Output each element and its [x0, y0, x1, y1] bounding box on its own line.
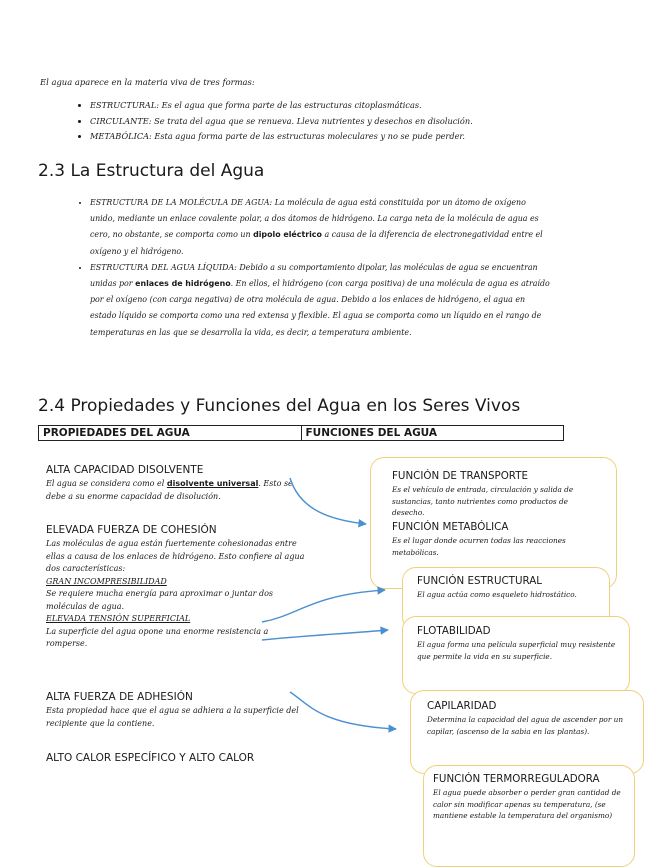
function-metabolic: FUNCIÓN METABÓLICA Es el lugar donde ocurren todas las reacciones metabólicas. [392, 521, 566, 557]
property-adhesion: ALTA FUERZA DE ADHESIÓN Esta propiedad hace que el agua se adhiera a la superficie del recipiente que la contiene. [46, 691, 308, 730]
arrow-incompressibility-to-structural [262, 590, 385, 622]
list-item: • ESTRUCTURAL: Es el agua que forma parte de las estructuras citoplasmáticas. [90, 98, 610, 114]
function-buoyancy: FLOTABILIDAD El agua forma una película superficial muy resistente que permite la vida en su superficie. [417, 625, 616, 661]
bold-term: dipolo eléctrico [253, 230, 322, 240]
property-title: ELEVADA FUERZA DE COHESIÓN [46, 524, 217, 536]
property-cohesion: ELEVADA FUERZA DE COHESIÓN Las moléculas de agua están fuertemente cohesionadas entre ellas a causa de los enlaces de hidrógeno. Esto confiere al agua dos características: GRAN INCOMPRESIBILIDAD Se requiere mucha energía para aproximar o juntar dos moléculas de agua. ELEVADA TENSIÓN SUPERFICIAL La superficie del agua opone una enorme resistencia a romperse. [46, 524, 308, 651]
column-header-functions: FUNCIONES DEL AGUA [301, 426, 564, 441]
function-capillarity: CAPILARIDAD Determina la capacidad del agua de ascender por un capilar, (ascenso de la sabia en las plantas). [427, 700, 624, 736]
sub-heading: GRAN INCOMPRESIBILIDAD [46, 576, 167, 586]
list-item: • ESTRUCTURA DE LA MOLÉCULA DE AGUA: La molécula de agua está constituida por un átomo de oxígeno unido, mediante un enlace covalente polar, a dos átomos de hidrógeno. La carga neta de la molécula de agua es cero, no obstante, se comporta como un dipolo eléctrico a causa de la diferencia de electronegatividad entre el oxígeno y el hidrógeno. [90, 195, 550, 260]
arrow-solvent-to-transport [290, 478, 366, 524]
arrow-tension-to-buoyancy [262, 630, 388, 640]
bold-term: disolvente universal [166, 479, 259, 488]
list-item: • ESTRUCTURA DEL AGUA LÍQUIDA: Debido a su comportamiento dipolar, las moléculas de agua se encuentran unidas por enlaces de hidrógeno. En ellos, el hidrógeno (con carga positiva) de una molécula de agua es atraído por el oxígeno (con carga negativa) de otra molécula de agua. Debido a los enlaces de hidrógeno, el agua en estado líquido se comporta como una red extensa y flexible. El agua se comporta como un líquido en el rango de temperaturas en las que se desarrolla la vida, es decir, a temperatura ambiente. [90, 260, 550, 341]
property-solvent: ALTA CAPACIDAD DISOLVENTE El agua se considera como el disolvente universal. Esto se debe a su enorme capacidad de disolución. [46, 464, 308, 503]
section-heading-2-4: 2.4 Propiedades y Funciones del Agua en los Seres Vivos [38, 396, 521, 416]
sub-heading: ELEVADA TENSIÓN SUPERFICIAL [46, 614, 191, 623]
function-thermoregulation: FUNCIÓN TERMORREGULADORA El agua puede absorber o perder gran cantidad de calor sin modificar apenas su temperatura, (se mantiene estable la temperatura del organismo) [433, 773, 621, 820]
property-title: ALTO CALOR ESPECÍFICO Y ALTO CALOR [46, 752, 255, 764]
list-item: • METABÓLICA: Esta agua forma parte de las estructuras moleculares y no se pude perder. [90, 129, 610, 145]
intro-text: El agua aparece en la materia viva de tres formas: [40, 77, 255, 87]
property-title: ALTA FUERZA DE ADHESIÓN [46, 691, 193, 703]
list-item: • CIRCULANTE: Se trata del agua que se renueva. Lleva nutrientes y desechos en disolución. [90, 114, 610, 130]
function-transport: FUNCIÓN DE TRANSPORTE Es el vehículo de entrada, circulación y salida de sustancias, tanto nutrientes como productos de desecho. [392, 470, 574, 517]
property-title: ALTA CAPACIDAD DISOLVENTE [46, 464, 204, 476]
function-structural: FUNCIÓN ESTRUCTURAL El agua actúa como esqueleto hidrostático. [417, 575, 577, 599]
bold-term: enlaces de hidrógeno [135, 279, 231, 289]
column-header-properties: PROPIEDADES DEL AGUA [39, 426, 302, 441]
section-heading-2-3: 2.3 La Estructura del Agua [38, 161, 265, 181]
arrow-adhesion-to-capillarity [290, 692, 396, 729]
